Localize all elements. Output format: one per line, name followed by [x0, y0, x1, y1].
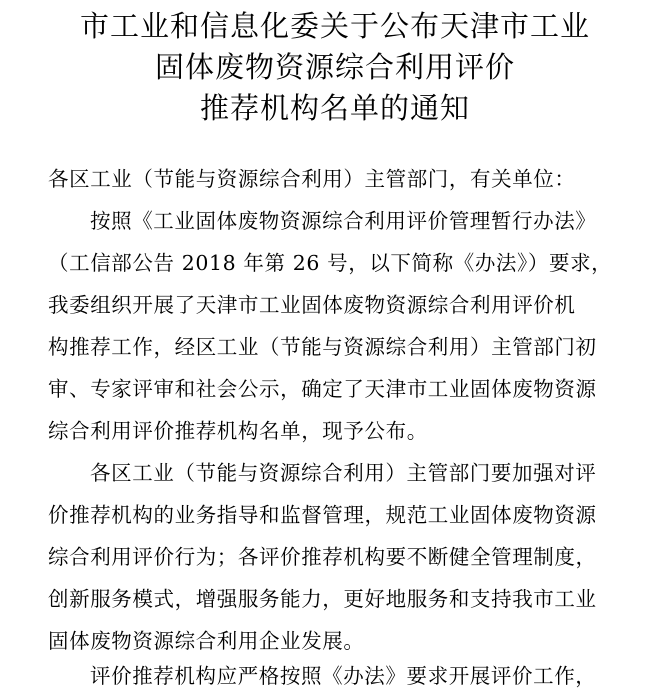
paragraph-1-line-1: 按照《工业固体废物资源综合利用评价管理暂行办法》 [90, 209, 597, 233]
paragraph-2-line-3: 综合利用评价行为；各评价推荐机构要不断健全管理制度， [48, 545, 597, 569]
paragraph-1-line-4: 构推荐工作，经区工业（节能与资源综合利用）主管部门初 [48, 335, 597, 359]
paragraph-1-line-3: 我委组织开展了天津市工业固体废物资源综合利用评价机 [48, 293, 576, 317]
salutation: 各区工业（节能与资源综合利用）主管部门，有关单位： [48, 167, 576, 191]
paragraph-1-line-5: 审、专家评审和社会公示，确定了天津市工业固体废物资源 [48, 377, 597, 401]
title-line-2: 固体废物资源综合利用评价 [154, 50, 515, 84]
paragraph-1-line-6: 综合利用评价推荐机构名单，现予公布。 [48, 419, 428, 443]
paragraph-2-line-1: 各区工业（节能与资源综合利用）主管部门要加强对评 [90, 461, 597, 485]
paragraph-2-line-2: 价推荐机构的业务指导和监督管理，规范工业固体废物资源 [48, 503, 597, 527]
paragraph-1-line-2: （工信部公告 2018 年第 26 号，以下简称《办法》）要求， [48, 251, 613, 275]
paragraph-2-line-5: 固体废物资源综合利用企业发展。 [48, 629, 365, 653]
title-line-1: 市工业和信息化委关于公布天津市工业 [79, 9, 590, 43]
paragraph-2-line-4: 创新服务模式，增强服务能力，更好地服务和支持我市工业 [48, 587, 597, 611]
title-line-3: 推荐机构名单的通知 [199, 91, 470, 125]
paragraph-3-line-1: 评价推荐机构应严格按照《办法》要求开展评价工作， [90, 664, 597, 688]
